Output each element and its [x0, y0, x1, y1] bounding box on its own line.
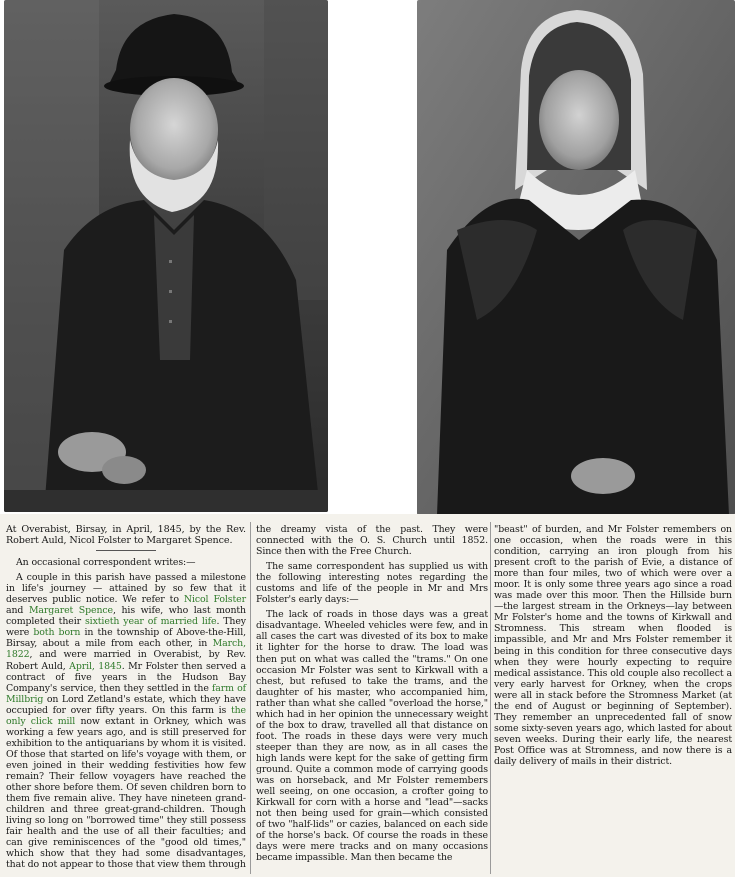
highlight: the only click mill — [6, 704, 246, 727]
highlight: Margaret Spence — [28, 605, 114, 617]
highlight: March, 1822 — [6, 638, 246, 661]
article-paragraph-3: "beast" of burden, and Mr Folster remembers on one occasion, when the roads were in this condition, carrying an iron plough from his present croft to the parish of Evie, a distance of more than four miles, two of which were over a moor. It is only some three years ago since a road was made over this moor. Then the Hillside burn —the largest stream in the Orkneys—lay between Mr Folster's home and the towns of Kirkwall and Stromness. This stream when flooded is impassible, and Mr and Mrs Folster remember it being in this condition for three consecutive days when they were hourly expecting to require medical assistance. This old couple also recollect a very early harvest for Orkney, when the crops were all in stack before the Stromness Market (at the end of August or beginning of September). They remember an unprecedented fall of snow some sixty-seven years ago, which lasted for about seven weeks. During their early life, the nearest Post Office was at Stromness, and now there is a daily delivery of mails in their district. — [494, 524, 732, 767]
highlight: Nicol Folster — [183, 594, 246, 606]
article-paragraph-1: the dreamy vista of the past. They were connected with the O. S. Church until 1852. Since then with the Free Church. — [256, 524, 488, 558]
newspaper-clipping — [0, 514, 735, 877]
highlight: sixtieth year of married life — [84, 616, 217, 628]
article-paragraph-3: The lack of roads in those days was a great disadvantage. Wheeled vehicles were few, and in all cases the cart was divested of its box to make it lighter for the horse to draw. The load was then put on what was called the "trams." On one occasion Mr Folster was sent to Kirkwall with a chest, but refused to take the trams, and the daughter of his master, who accompanied him, rather than what she called "overload the horse," which had in her opinion the unnecessary weight of the box to draw, travelled all that distance on foot. The roads in these days were very much steeper than they are now, as in all cases the high lands were kept for the sake of getting firm ground. Quite a common mode of carrying goods was on horseback, and Mr Folster remembers well seeing, on one occasion, a crofter going to Kirkwall for corn with a horse and "lead"—sacks not then being used for grain—which consisted of two "half-lids" or cazies, balanced on each side of the horse's back. Of course the roads in these days were mere tracks and on many occasions became impassible. Man then became the — [256, 609, 488, 864]
photo-caption: At Overabist, Birsay, in April, 1845, by the Rev. Robert Auld, Nicol Folster to Margaret Spence. — [6, 524, 246, 547]
highlight: April, 1845 — [69, 660, 122, 672]
column-divider — [250, 522, 251, 874]
highlight: farm of Millbrig — [6, 682, 246, 705]
portrait-woman-image — [417, 0, 735, 515]
article-column-3 — [494, 524, 732, 771]
portrait-woman — [417, 0, 735, 515]
portrait-man-image — [4, 0, 328, 512]
correspondent-intro: An occasional correspondent writes:— — [16, 557, 196, 569]
article-paragraph-1: A couple in this parish have passed a milestone in life's journey — attained by so few that it deserves public notice. We refer to Nicol Folster and Margaret Spence, his wife, who last month completed their sixtieth year of married life. They were both born in the township of Above-the-Hill, Birsay, about a mile from each other, in March, 1822, and were married in Overabist, by Rev. Robert Auld, April, 1845. Mr Folster then served a contract of five years in the Hudson Bay Company's service, then they settled in the farm of Millbrig on Lord Zetland's estate, which they have occupied for over fifty years. On this farm is the only click mill now extant in Orkney, which was working a few years ago, and is still preserved for exhibition to the antiquarians by whom it is visited. Of those that started on life's voyage with them, or even joined in their wedding festivities how few remain? Their fellow voyagers have reached the other shore before them. Of seven children born to them five remain alive. They have nineteen grand-children and three great-grand-children. Though living so long on "borrowed time" they still possess fair health and the use of all their faculties; and can give reminiscences of the "good old times," which show that they had some disadvantages, that do not appear to those that view them through — [6, 572, 247, 871]
caption-rule — [96, 550, 156, 551]
highlight: both born — [33, 627, 81, 639]
article-paragraph-2: The same correspondent has supplied us with the following interesting notes regarding the customs and life of the people in Mr and Mrs Folster's early days:— — [256, 561, 488, 606]
column-divider — [490, 522, 491, 874]
portrait-man — [4, 0, 328, 512]
article-column-2 — [256, 524, 488, 867]
article-column-1 — [6, 524, 246, 874]
